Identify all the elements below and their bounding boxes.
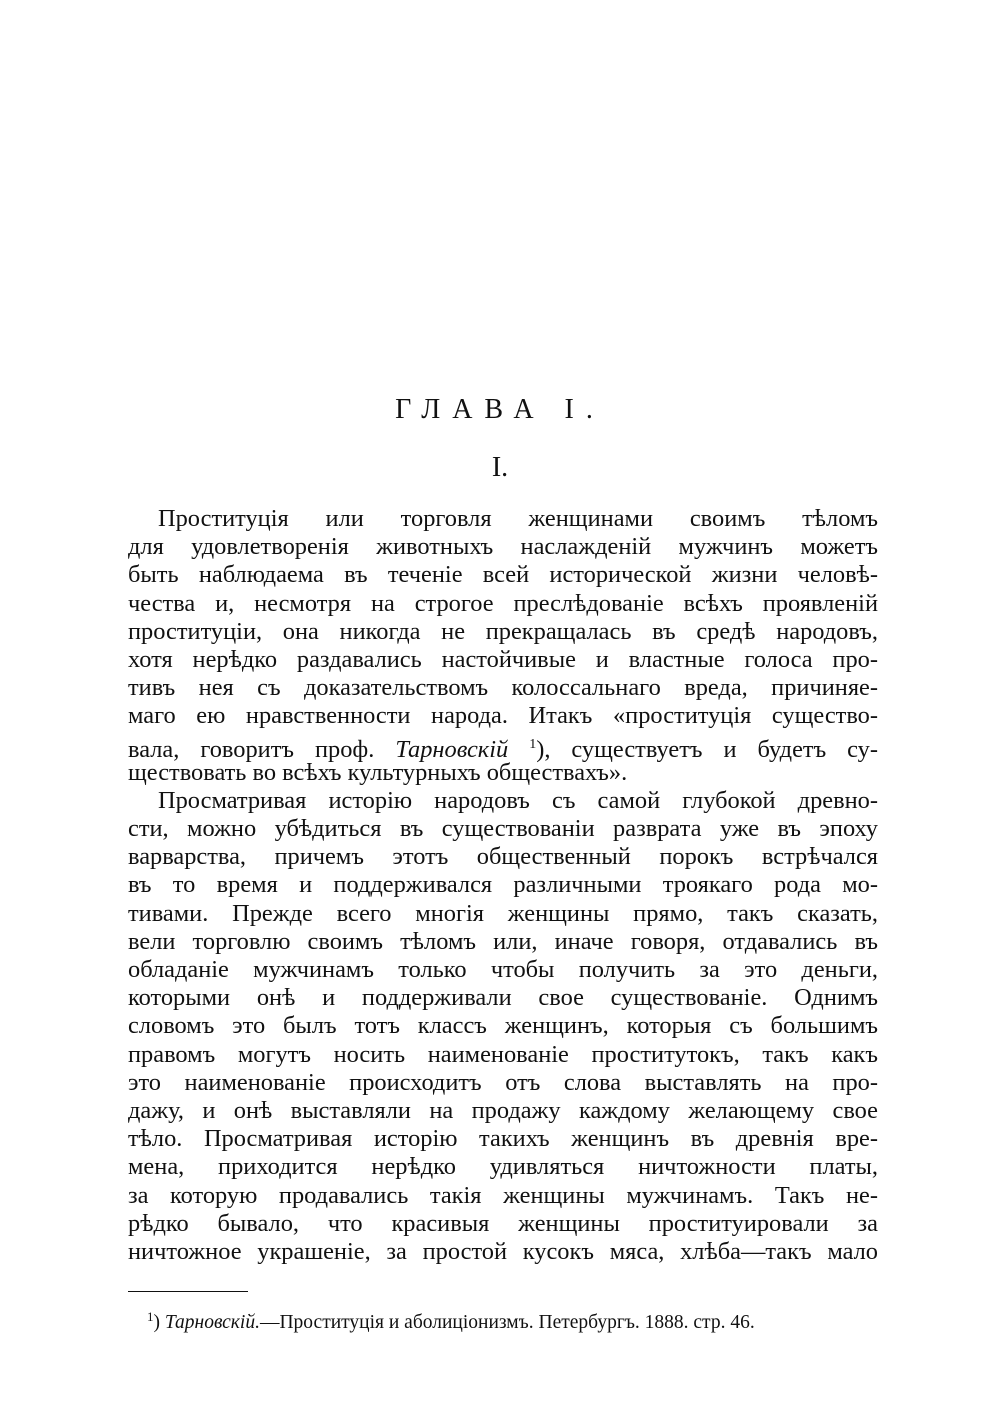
text-line: чества и, несмотря на строгое преслѣдованіе всѣхъ проявленій <box>128 589 878 617</box>
text-line: тивами. Прежде всего многія женщины прямо, такъ сказать, <box>128 899 878 927</box>
footnote: $^1$) Тарновскій.—Проституція и аболиціонизмъ. Петербургъ. 1888. стр. 46. <box>147 1309 755 1333</box>
text-line: хотя нерѣдко раздавались настойчивые и властные голоса про- <box>128 645 878 673</box>
text-line: дажу, и онѣ выставляли на продажу каждому желающему свое <box>128 1096 878 1124</box>
footnote-marker: 1 <box>529 736 537 752</box>
footnote-rule <box>128 1291 248 1292</box>
text-line: сти, можно убѣдиться въ существованіи разврата уже въ эпоху <box>128 815 878 843</box>
chapter-title: ГЛАВА I. <box>395 394 605 425</box>
text-line-with-citation <box>128 731 879 763</box>
text-line: ничтожное украшеніе, за простой кусокъ мяса, хлѣба—такъ мало <box>128 1237 878 1265</box>
text-line: маго ею нравственности народа. Итакъ «проституція существо- <box>128 702 878 730</box>
text-line: правомъ могутъ носить наименованіе проститутокъ, такъ какъ <box>128 1040 878 1068</box>
text-line: которыми онѣ и поддерживали свое существованіе. Однимъ <box>128 984 878 1012</box>
section-title: I. <box>491 452 509 483</box>
text-line: Просматривая исторію народовъ съ самой глубокой древно- <box>158 786 878 814</box>
text-line: проституціи, она никогда не прекращалась въ средѣ народовъ, <box>128 617 878 645</box>
text-line: Проституція или торговля женщинами своимъ тѣломъ <box>158 505 878 532</box>
text-line: для удовлетворенія животныхъ наслажденій мужчинъ можетъ <box>128 533 878 561</box>
body-text <box>128 505 878 1266</box>
text-line: за которую продавались такія женщины мужчинамъ. Такъ не- <box>128 1181 878 1209</box>
text-segment: вала, говоритъ проф. <box>128 735 396 763</box>
text-line: быть наблюдаема въ теченіе всей исторической жизни человѣ- <box>128 561 878 589</box>
text-line: варварства, причемъ этотъ общественный порокъ встрѣчался <box>128 843 878 871</box>
text-line: тѣло. Просматривая исторію такихъ женщинъ въ древнія вре- <box>128 1125 878 1153</box>
text-line: ществовать во всѣхъ культурныхъ обществахъ». <box>128 758 628 786</box>
footnote-text: —Проституція и аболиціонизмъ. Петербургъ. 1888. стр. 46. <box>259 1312 755 1333</box>
text-line: это наименованіе происходитъ отъ слова выставлять на про- <box>128 1068 878 1096</box>
footnote-number: 1 <box>147 1309 154 1324</box>
text-line: въ то время и поддерживался различными троякаго рода мо- <box>128 871 878 899</box>
text-line: тивъ нея съ доказательствомъ колоссальнаго вреда, причиняе- <box>128 674 878 702</box>
text-line: обладаніе мужчинамъ только чтобы получить за это деньги, <box>128 956 878 983</box>
footnote-author: Тарновскій. <box>164 1312 260 1333</box>
cited-author: Тарновскій <box>395 735 509 763</box>
text-line: вели торговлю своимъ тѣломъ или, иначе говоря, отдавались въ <box>128 927 878 955</box>
text-line: словомъ это былъ тотъ классъ женщинъ, которыя съ большимъ <box>128 1012 878 1040</box>
text-segment: ), существуетъ и будетъ су- <box>536 735 879 763</box>
text-line: рѣдко бывало, что красивыя женщины проституировали за <box>128 1209 878 1237</box>
text-line: мена, приходится нерѣдко удивляться ничтожности платы, <box>128 1153 878 1181</box>
